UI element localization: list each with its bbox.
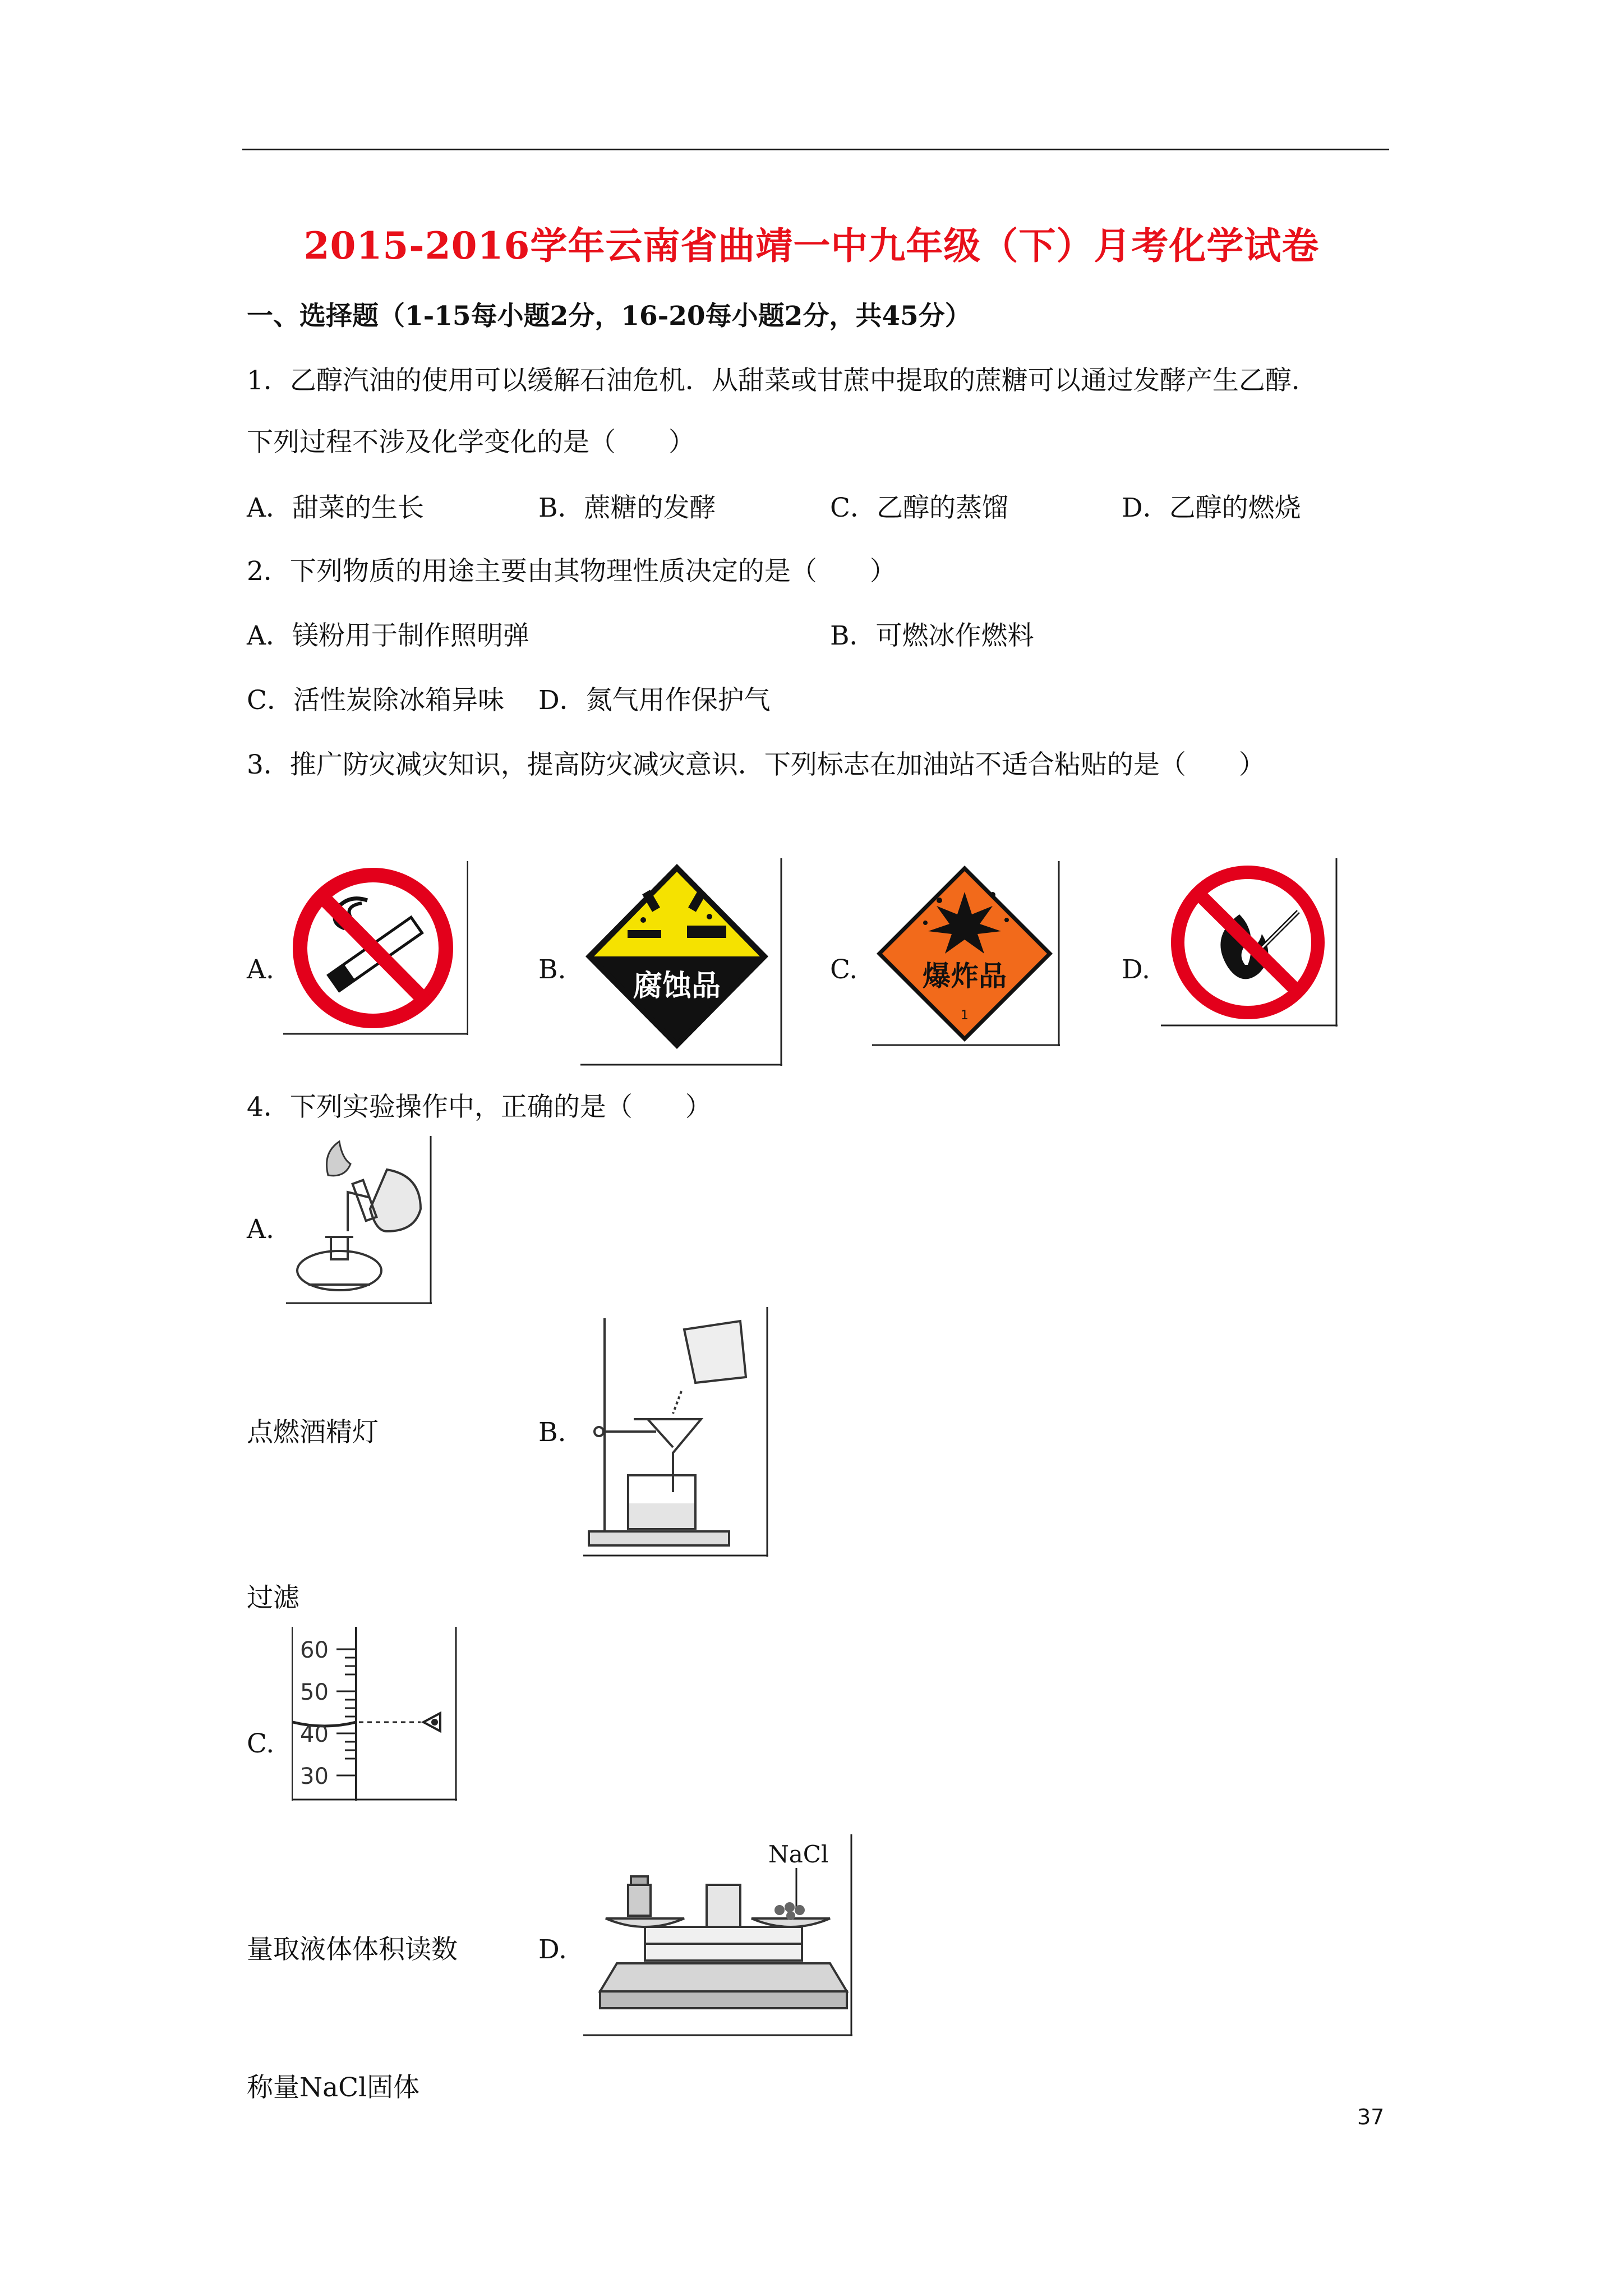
alcohol-lamp-image (286, 1136, 432, 1304)
q3-label-b: B. (538, 954, 566, 985)
q2-option-c: C．活性炭除冰箱异味 (247, 685, 504, 716)
q4-label-b: B. (538, 1417, 566, 1448)
corrosive-sign-text: 腐蚀品 (633, 969, 721, 1003)
no-smoking-sign (283, 861, 468, 1035)
q1-option-b: B．蔗糖的发酵 (538, 493, 716, 523)
svg-text:1: 1 (961, 1009, 969, 1023)
tick-30: 30 (300, 1764, 329, 1789)
explosive-sign-text: 爆炸品 (923, 960, 1007, 992)
q4-label-d: D. (538, 1934, 567, 1965)
q4-caption-a: 点燃酒精灯 (247, 1417, 379, 1448)
q3-label-a: A. (247, 954, 274, 985)
q1-stem-line2: 下列过程不涉及化学变化的是（ ） (247, 427, 695, 458)
q3-label-c: C. (830, 954, 858, 985)
no-open-flame-sign (1161, 858, 1338, 1027)
corrosive-sign (580, 858, 782, 1066)
section-heading: 一、选择题（1-15每小题2分，16-20每小题2分，共45分） (247, 301, 971, 332)
explosive-sign (872, 861, 1060, 1046)
q1-option-d: D．乙醇的燃烧 (1122, 493, 1301, 523)
tick-50: 50 (300, 1680, 329, 1705)
tick-40: 40 (300, 1722, 329, 1747)
q3-stem: 3．推广防灾减灾知识，提高防灾减灾意识．下列标志在加油站不适合粘贴的是（ ） (247, 749, 1265, 780)
q4-label-a: A. (247, 1214, 274, 1245)
filtration-image (583, 1307, 768, 1557)
q3-label-d: D. (1122, 954, 1150, 985)
tick-60: 60 (300, 1637, 329, 1663)
graduated-cylinder-image (292, 1627, 457, 1801)
q2-option-a: A．镁粉用于制作照明弹 (247, 620, 529, 651)
q1-stem-line1: 1．乙醇汽油的使用可以缓解石油危机．从甜菜或甘蔗中提取的蔗糖可以通过发酵产生乙醇． (247, 365, 1318, 396)
paper-title: 2015-2016学年云南省曲靖一中九年级（下）月考化学试卷 (303, 224, 1320, 268)
header-rule (242, 149, 1389, 150)
q4-caption-d: 称量NaCl固体 (247, 2072, 420, 2103)
balance-nacl-label: NaCl (768, 1841, 829, 1868)
q1-option-c: C．乙醇的蒸馏 (830, 493, 1008, 523)
q2-option-d: D．氮气用作保护气 (538, 685, 771, 716)
q4-stem: 4．下列实验操作中，正确的是（ ） (247, 1092, 712, 1122)
q4-label-c: C. (247, 1728, 275, 1759)
balance-image (583, 1834, 852, 2036)
q4-caption-c: 量取液体体积读数 (247, 1934, 458, 1965)
q2-option-b: B．可燃冰作燃料 (830, 620, 1034, 651)
q2-stem: 2．下列物质的用途主要由其物理性质决定的是（ ） (247, 556, 896, 587)
page-number: 37 (1357, 2105, 1385, 2129)
q1-option-a: A．甜菜的生长 (247, 493, 424, 523)
q4-caption-b: 过滤 (247, 1582, 299, 1613)
